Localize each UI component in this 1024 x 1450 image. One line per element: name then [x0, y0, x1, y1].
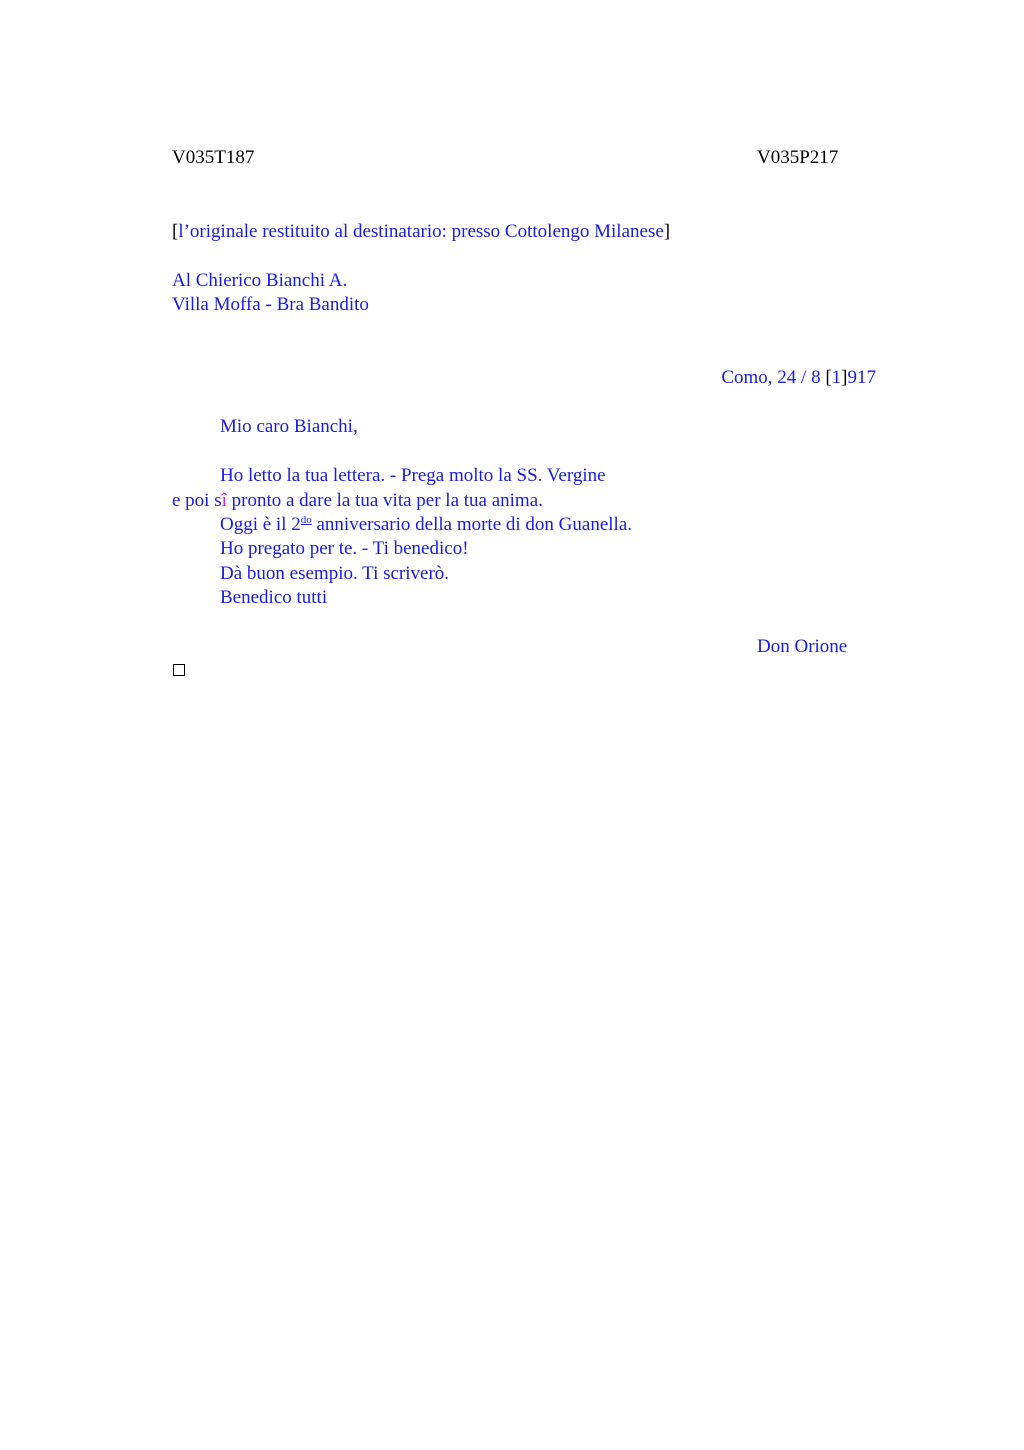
ordinal-superscript: do [300, 514, 312, 526]
address-line-2: Villa Moffa - Bra Bandito [172, 294, 369, 315]
date-bracket-close: ] [841, 367, 848, 388]
archival-note [172, 220, 670, 244]
note-text: l’originale restituito al destinatario: presso Cottolengo Milanese [178, 221, 664, 242]
body-line-4: Ho pregato per te. - Ti benedico! [220, 538, 469, 559]
letter-date [721, 366, 876, 390]
body-line-3-end: anniversario della morte di don Guanella. [311, 514, 633, 535]
header-right-code: V035P217 [757, 147, 839, 168]
date-bracket-open: [ [825, 367, 832, 388]
salutation: Mio caro Bianchi, [220, 416, 358, 437]
body-line-2-end: pronto a dare la tua vita per la tua anima. [226, 490, 543, 511]
date-suffix: 917 [847, 367, 876, 388]
body-line-3 [220, 513, 632, 537]
accented-letter: î [221, 490, 227, 511]
end-marker-box-icon [173, 664, 185, 676]
body-line-5: Dà buon esempio. Ti scriverò. [220, 563, 450, 584]
date-bracket-inner: 1 [831, 367, 842, 388]
address-line-1: Al Chierico Bianchi A. [172, 270, 348, 291]
body-line-3-start: Oggi è il 2 [220, 514, 301, 535]
body-line-1: Ho letto la tua lettera. - Prega molto la SS. Vergine [220, 465, 606, 486]
body-line-2-start: e poi s [172, 490, 222, 511]
note-open-bracket: [ [172, 221, 179, 242]
body-line-6: Benedico tutti [220, 587, 328, 608]
signature: Don Orione [757, 636, 848, 657]
header-left-code: V035T187 [172, 147, 255, 168]
note-close-bracket: ] [663, 221, 671, 242]
body-line-2 [172, 489, 543, 513]
date-prefix: Como, 24 / 8 [721, 367, 826, 388]
